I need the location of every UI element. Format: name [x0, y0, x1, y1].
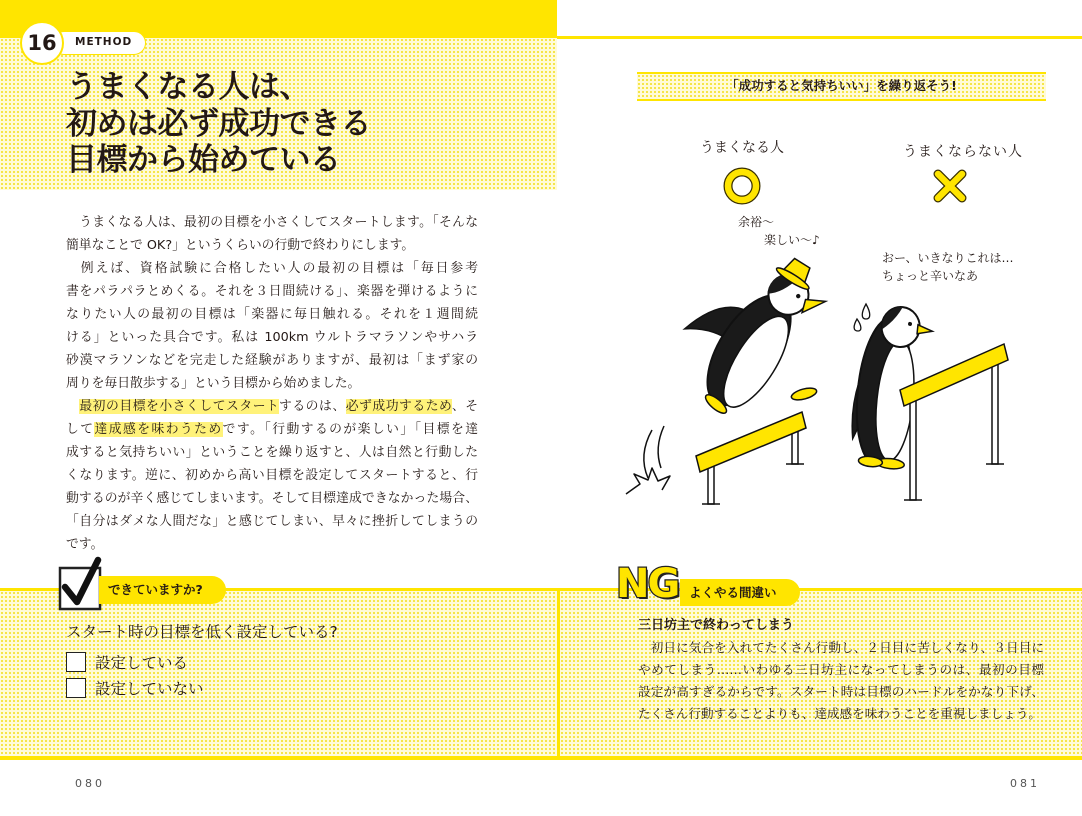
- text-segment: 、そ: [451, 399, 478, 414]
- text-segment: 設定が高すぎるからです。スタート時は目標のハードルをかなり下げ、: [638, 684, 1044, 699]
- ng-label: よくやる間違い: [680, 579, 800, 606]
- text-line: [66, 441, 478, 464]
- text-line: [66, 487, 478, 510]
- page-number-left: 080: [75, 777, 105, 790]
- good-label: うまくなる人: [700, 140, 784, 156]
- text-line: [66, 349, 478, 372]
- text-line: [638, 681, 1044, 703]
- text-segment: ける」といった具合です。私は 100km ウルトラマラソンやサハラ: [66, 330, 478, 345]
- footer-rule: [0, 756, 1082, 760]
- sweat-drops-icon: [854, 304, 870, 331]
- text-segment: 周りを毎日散歩する」という目標から始めました。: [66, 376, 361, 391]
- text-segment: たくさん行動することよりも、達成感を味わうことを重視しましょう。: [638, 706, 1041, 721]
- hurdle-low: [696, 412, 806, 504]
- page-title: [66, 69, 371, 179]
- method-number: 16: [20, 21, 64, 65]
- bad-label: うまくならない人: [903, 144, 1023, 160]
- checklist-option: [66, 677, 204, 699]
- text-line: [66, 533, 478, 556]
- circle-mark-icon: [722, 166, 762, 206]
- checklist-option: [66, 651, 188, 673]
- text-line: [66, 326, 478, 349]
- page-number-right: 081: [1010, 777, 1040, 790]
- motion-lines: [626, 426, 670, 494]
- text-segment: 例えば、資格試験に合格したい人の最初の目標は「毎日参考: [66, 261, 478, 276]
- text-segment: です。「行動するのが楽しい」「目標を達: [222, 422, 478, 437]
- text-segment: なりたい人の最初の目標は「楽器に毎日触れる。それを１週間続: [66, 307, 478, 322]
- text-segment: 書をパラパラとめくる。それを３日間続ける」、楽器を弾けるように: [66, 284, 478, 299]
- checkbox: [66, 652, 86, 672]
- title-line: うまくなる人は、: [66, 69, 310, 105]
- checkbox: [66, 678, 86, 698]
- text-line: [66, 257, 478, 280]
- speech-bad-line: ちょっと辛いなあ: [882, 269, 979, 283]
- cross-mark-icon: [932, 169, 968, 203]
- checklist-label: できていますか?: [99, 576, 226, 604]
- text-line: [66, 418, 478, 441]
- hurdle-high: [900, 344, 1008, 500]
- text-segment: [66, 399, 79, 414]
- text-line: [66, 234, 478, 257]
- text-line: [66, 395, 478, 418]
- checklist-question: スタート時の目標を低く設定している?: [66, 623, 338, 641]
- jumping-penguin: [660, 250, 836, 424]
- checklist-option-label: 設定していない: [95, 680, 204, 698]
- ng-text: [638, 637, 1044, 725]
- text-segment: 砂漠マラソンなどを完走した経験がありますが、最初は「まず家の: [66, 353, 478, 368]
- illustration-heading: 「成功すると気持ちいい」を繰り返そう!: [637, 72, 1046, 101]
- text-line: [66, 280, 478, 303]
- ng-heading: 三日坊主で終わってしまう: [638, 618, 794, 633]
- highlighted-text: 達成感を味わうため: [94, 422, 223, 437]
- method-label: METHOD: [52, 31, 146, 55]
- speech-good-line: 余裕〜: [738, 215, 775, 229]
- speech-bad-line: おー、いきなりこれは…: [882, 251, 1014, 265]
- checklist-option-label: 設定している: [95, 654, 189, 672]
- highlighted-text: 最初の目標を小さくしてスタート: [79, 399, 279, 414]
- text-line: [638, 659, 1044, 681]
- checklist-box: [0, 588, 557, 758]
- speech-good-line: 楽しい〜♪: [764, 233, 820, 247]
- text-segment: 簡単なことで OK?」というくらいの行動で終わりにします。: [66, 238, 415, 253]
- text-segment: うまくなる人は、最初の目標を小さくしてスタートします。「そんな: [66, 215, 478, 230]
- ng-badge: NG: [616, 561, 679, 607]
- text-segment: 動するのが辛く感じてしまいます。そして目標達成できなかった場合、: [66, 491, 478, 506]
- text-line: [66, 372, 478, 395]
- text-line: [66, 303, 478, 326]
- text-line: [638, 637, 1044, 659]
- header-rule: [557, 36, 1082, 39]
- body-text: [66, 211, 478, 556]
- text-segment: やめてしまう……いわゆる三日坊主になってしまうのは、最初の目標: [638, 662, 1044, 677]
- text-segment: するのは、: [279, 399, 346, 414]
- text-segment: して: [66, 422, 95, 437]
- text-line: [66, 211, 478, 234]
- highlighted-text: 必ず成功するため: [345, 399, 452, 414]
- text-segment: 初日に気合を入れてたくさん行動し、２日目に苦しくなり、３日目に: [638, 640, 1044, 655]
- text-segment: 「自分はダメな人間だな」と感じてしまい、早々に挫折してしまうの: [66, 514, 478, 529]
- text-segment: くなります。逆に、初めから高い目標を設定してスタートすると、行: [66, 468, 478, 483]
- hurdle-illustration: [600, 250, 1070, 515]
- title-line: 初めは必ず成功できる: [66, 105, 371, 142]
- text-segment: 成すると気持ちいい」ということを繰り返すと、人は自然と行動した: [66, 445, 478, 460]
- text-line: [66, 464, 478, 487]
- text-segment: です。: [66, 537, 104, 552]
- title-line: 目標から始めている: [66, 142, 341, 178]
- text-line: [66, 510, 478, 533]
- text-line: [638, 703, 1044, 725]
